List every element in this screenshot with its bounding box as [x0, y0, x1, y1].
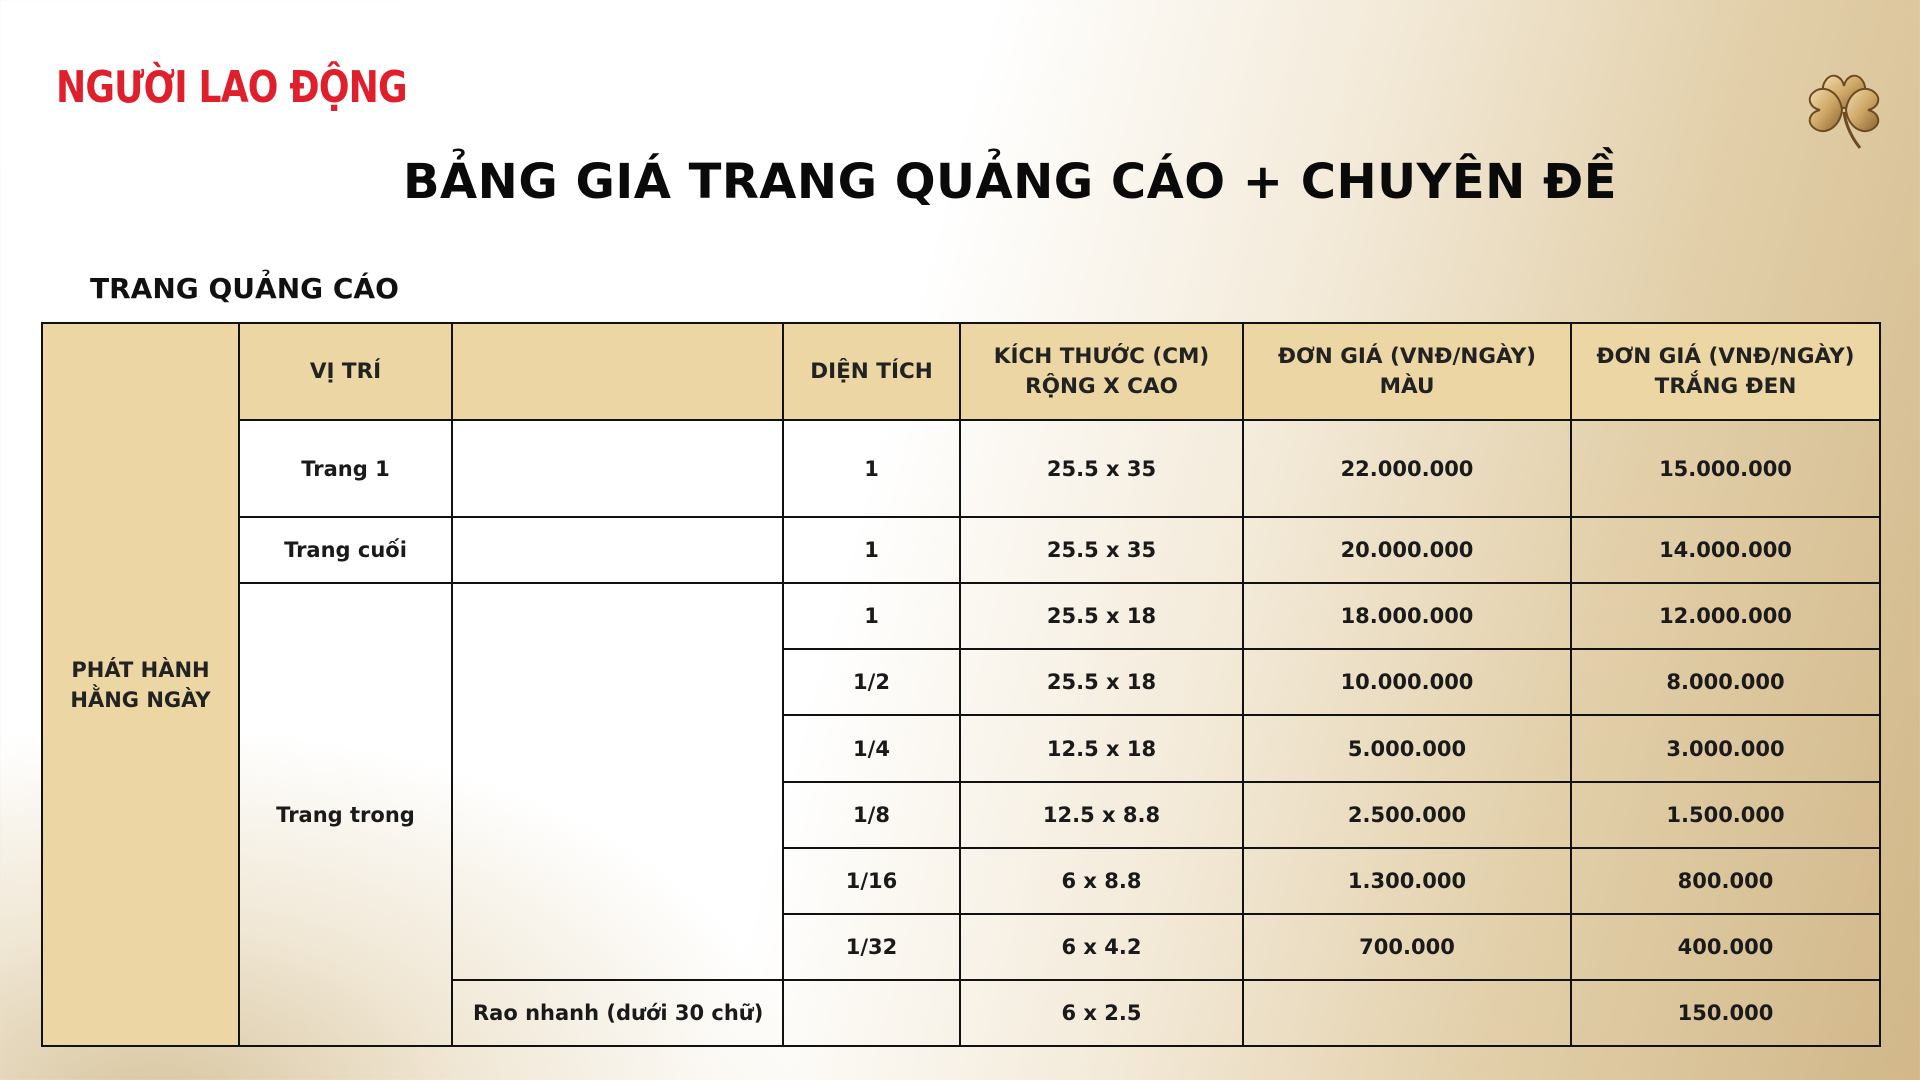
sub-cell [452, 517, 783, 583]
price-color-cell [1243, 980, 1571, 1046]
column-header-size: KÍCH THƯỚC (CM) RỘNG X CAO [960, 323, 1243, 420]
table-row [42, 420, 1880, 517]
clover-icon [1796, 62, 1892, 154]
price-color-cell: 10.000.000 [1243, 649, 1571, 715]
price-bw-cell: 400.000 [1571, 914, 1880, 980]
column-header-area: DIỆN TÍCH [783, 323, 960, 420]
size-cell: 25.5 x 35 [960, 517, 1243, 583]
size-cell: 6 x 4.2 [960, 914, 1243, 980]
area-cell: 1 [783, 517, 960, 583]
area-cell: 1/4 [783, 715, 960, 781]
price-bw-cell: 800.000 [1571, 848, 1880, 914]
price-color-cell: 22.000.000 [1243, 420, 1571, 517]
column-header-price-bw: ĐƠN GIÁ (VNĐ/NGÀY) TRẮNG ĐEN [1571, 323, 1880, 420]
price-bw-cell: 150.000 [1571, 980, 1880, 1046]
sub-cell [452, 583, 783, 979]
price-color-cell: 20.000.000 [1243, 517, 1571, 583]
size-cell: 12.5 x 8.8 [960, 782, 1243, 848]
group-label: PHÁT HÀNH HẰNG NGÀY [42, 323, 239, 1046]
area-cell: 1/8 [783, 782, 960, 848]
position-cell: Trang trong [239, 583, 452, 1046]
area-cell [783, 980, 960, 1046]
position-cell: Trang cuối [239, 517, 452, 583]
area-cell: 1 [783, 420, 960, 517]
table-row [42, 517, 1880, 583]
price-color-cell: 2.500.000 [1243, 782, 1571, 848]
column-header-position: VỊ TRÍ [239, 323, 452, 420]
area-cell: 1 [783, 583, 960, 649]
area-cell: 1/2 [783, 649, 960, 715]
price-color-cell: 700.000 [1243, 914, 1571, 980]
price-table [41, 322, 1881, 1047]
price-bw-cell: 1.500.000 [1571, 782, 1880, 848]
table-header-row [42, 323, 1880, 420]
size-cell: 6 x 8.8 [960, 848, 1243, 914]
newspaper-logo: NGƯỜI LAO ĐỘNG [56, 62, 407, 113]
table-row [42, 583, 1880, 649]
size-cell: 25.5 x 35 [960, 420, 1243, 517]
column-header-blank [452, 323, 783, 420]
price-color-cell: 1.300.000 [1243, 848, 1571, 914]
size-cell: 25.5 x 18 [960, 583, 1243, 649]
size-cell: 12.5 x 18 [960, 715, 1243, 781]
page-title: BẢNG GIÁ TRANG QUẢNG CÁO + CHUYÊN ĐỀ [402, 154, 1618, 210]
area-cell: 1/32 [783, 914, 960, 980]
section-title: TRANG QUẢNG CÁO [90, 272, 399, 305]
price-bw-cell: 14.000.000 [1571, 517, 1880, 583]
price-bw-cell: 8.000.000 [1571, 649, 1880, 715]
price-color-cell: 18.000.000 [1243, 583, 1571, 649]
price-bw-cell: 3.000.000 [1571, 715, 1880, 781]
size-cell: 6 x 2.5 [960, 980, 1243, 1046]
area-cell: 1/16 [783, 848, 960, 914]
price-bw-cell: 12.000.000 [1571, 583, 1880, 649]
sub-cell [452, 420, 783, 517]
column-header-price-color: ĐƠN GIÁ (VNĐ/NGÀY) MÀU [1243, 323, 1571, 420]
position-cell: Trang 1 [239, 420, 452, 517]
price-color-cell: 5.000.000 [1243, 715, 1571, 781]
sub-cell: Rao nhanh (dưới 30 chữ) [452, 980, 783, 1046]
price-bw-cell: 15.000.000 [1571, 420, 1880, 517]
size-cell: 25.5 x 18 [960, 649, 1243, 715]
